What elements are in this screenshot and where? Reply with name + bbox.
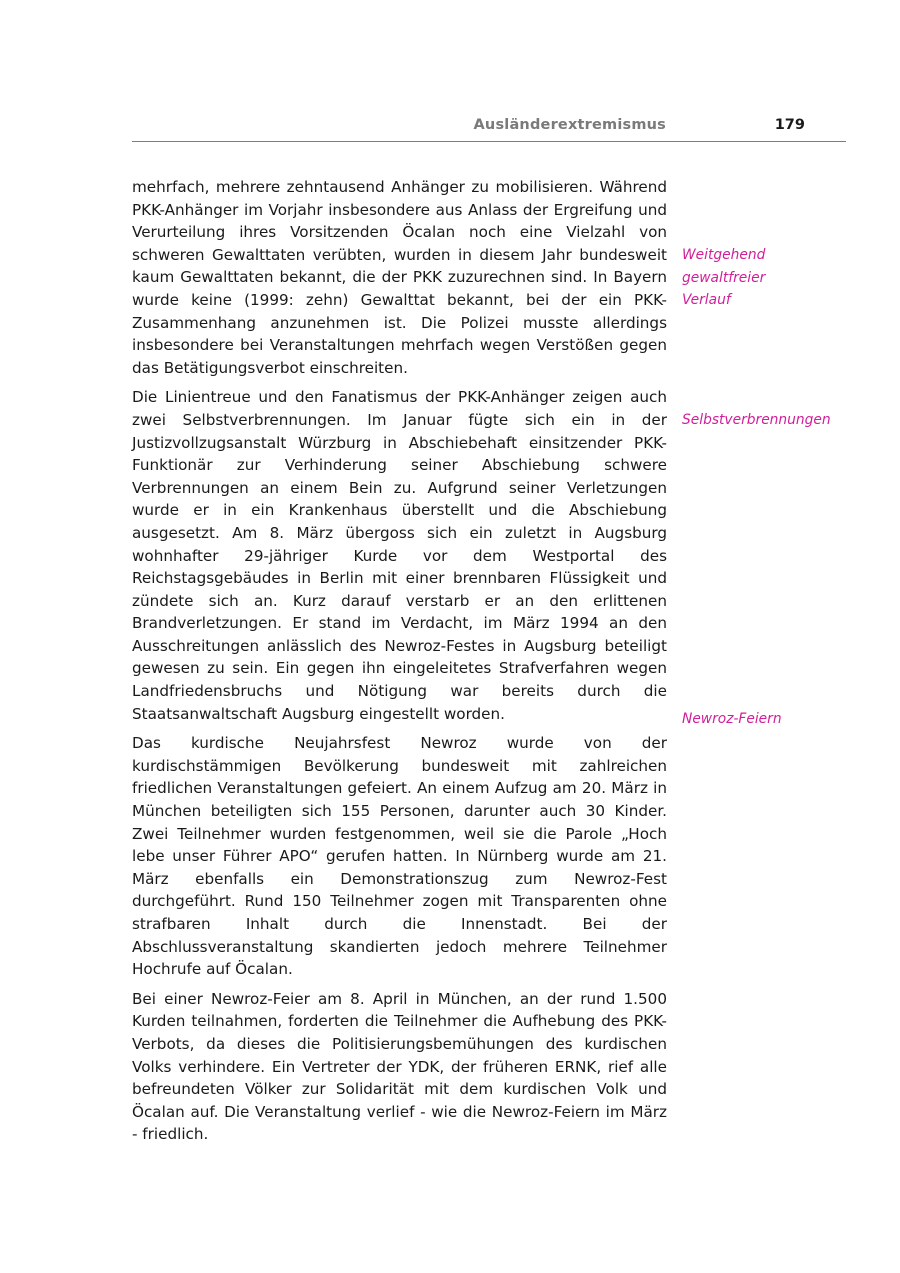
margin-note-newroz: Newroz-Feiern: [682, 711, 782, 727]
margin-note-gewaltfrei: Weitgehend gewaltfreier Verlauf: [682, 247, 766, 308]
paragraph-4: Bei einer Newroz-Feier am 8. April in München, an der rund 1.500 Kurden teilnahmen, forderten die Teilnehmer die Aufhebung des PKK-Verbots, da dieses die Politisierungsbemühungen des kurdischen Volks verhindere. Ein Vertreter der YDK, der früheren ERNK, rief alle befreundeten Völker zur Solidarität mit dem kurdischen Volk und Öcalan auf. Die Veranstaltung verlief - wie die Newroz-Feiern im März - friedlich.: [132, 989, 667, 1144]
header-title: Ausländerextremismus: [473, 117, 666, 133]
margin-note-selbstverbrennungen: Selbstverbrennungen: [682, 412, 831, 428]
page-number: 179: [774, 117, 805, 133]
running-header: [132, 117, 846, 142]
paragraph-2: Die Linientreue und den Fanatismus der PKK-Anhänger zeigen auch zwei Selbstverbrennungen. Im Januar fügte sich ein in der Justizvollzugsanstalt Würzburg in Abschiebehaft einsitzender PKK-Funktionär zur Verhinderung seiner Abschiebung schwere Verbrennungen an einem Bein zu. Aufgrund seiner Verletzungen wurde er in ein Krankenhaus überstellt und die Abschiebung ausgesetzt. Am 8. März übergoss sich ein zuletzt in Augsburg wohnhafter 29-jähriger Kurde vor dem Westportal des Reichstagsgebäudes in Berlin mit einer brennbaren Flüssigkeit und zündete sich an. Kurz darauf verstarb er an den erlittenen Brandverletzungen. Er stand im Verdacht, im März 1994 an den Ausschreitungen anlässlich des Newroz-Festes in Augsburg beteiligt gewesen zu sein. Ein gegen ihn eingeleitetes Strafverfahren wegen Landfriedensbruchs und Nötigung war bereits durch die Staatsanwaltschaft Augsburg eingestellt worden.: [132, 388, 667, 723]
body-text: [132, 176, 667, 1153]
paragraph-1: mehrfach, mehrere zehntausend Anhänger zu mobilisieren. Während PKK-Anhänger im Vorjahr insbesondere aus Anlass der Ergreifung und Verurteilung ihres Vorsitzenden Öcalan noch eine Vielzahl von schweren Gewalttaten verübten, wurden in diesem Jahr bundesweit kaum Gewalttaten bekannt, die der PKK zuzurechnen sind. In Bayern wurde keine (1999: zehn) Gewalttat bekannt, bei der ein PKK-Zusammenhang anzunehmen ist. Die Polizei musste allerdings insbesondere bei Veranstaltungen mehrfach wegen Verstößen gegen das Betätigungsverbot einschreiten.: [132, 178, 667, 377]
paragraph-3: Das kurdische Neujahrsfest Newroz wurde von der kurdischstämmigen Bevölkerung bundesweit mit zahlreichen friedlichen Veranstaltungen gefeiert. An einem Aufzug am 20. März in München beteiligten sich 155 Personen, darunter auch 30 Kinder. Zwei Teilnehmer wurden festgenommen, weil sie die Parole „Hoch lebe unser Führer APO“ gerufen hatten. In Nürnberg wurde am 21. März ebenfalls ein Demonstrationszug zum Newroz-Fest durchgeführt. Rund 150 Teilnehmer zogen mit Transparenten ohne strafbaren Inhalt durch die Innenstadt. Bei der Abschlussveranstaltung skandierten jedoch mehrere Teilnehmer Hochrufe auf Öcalan.: [132, 734, 667, 979]
